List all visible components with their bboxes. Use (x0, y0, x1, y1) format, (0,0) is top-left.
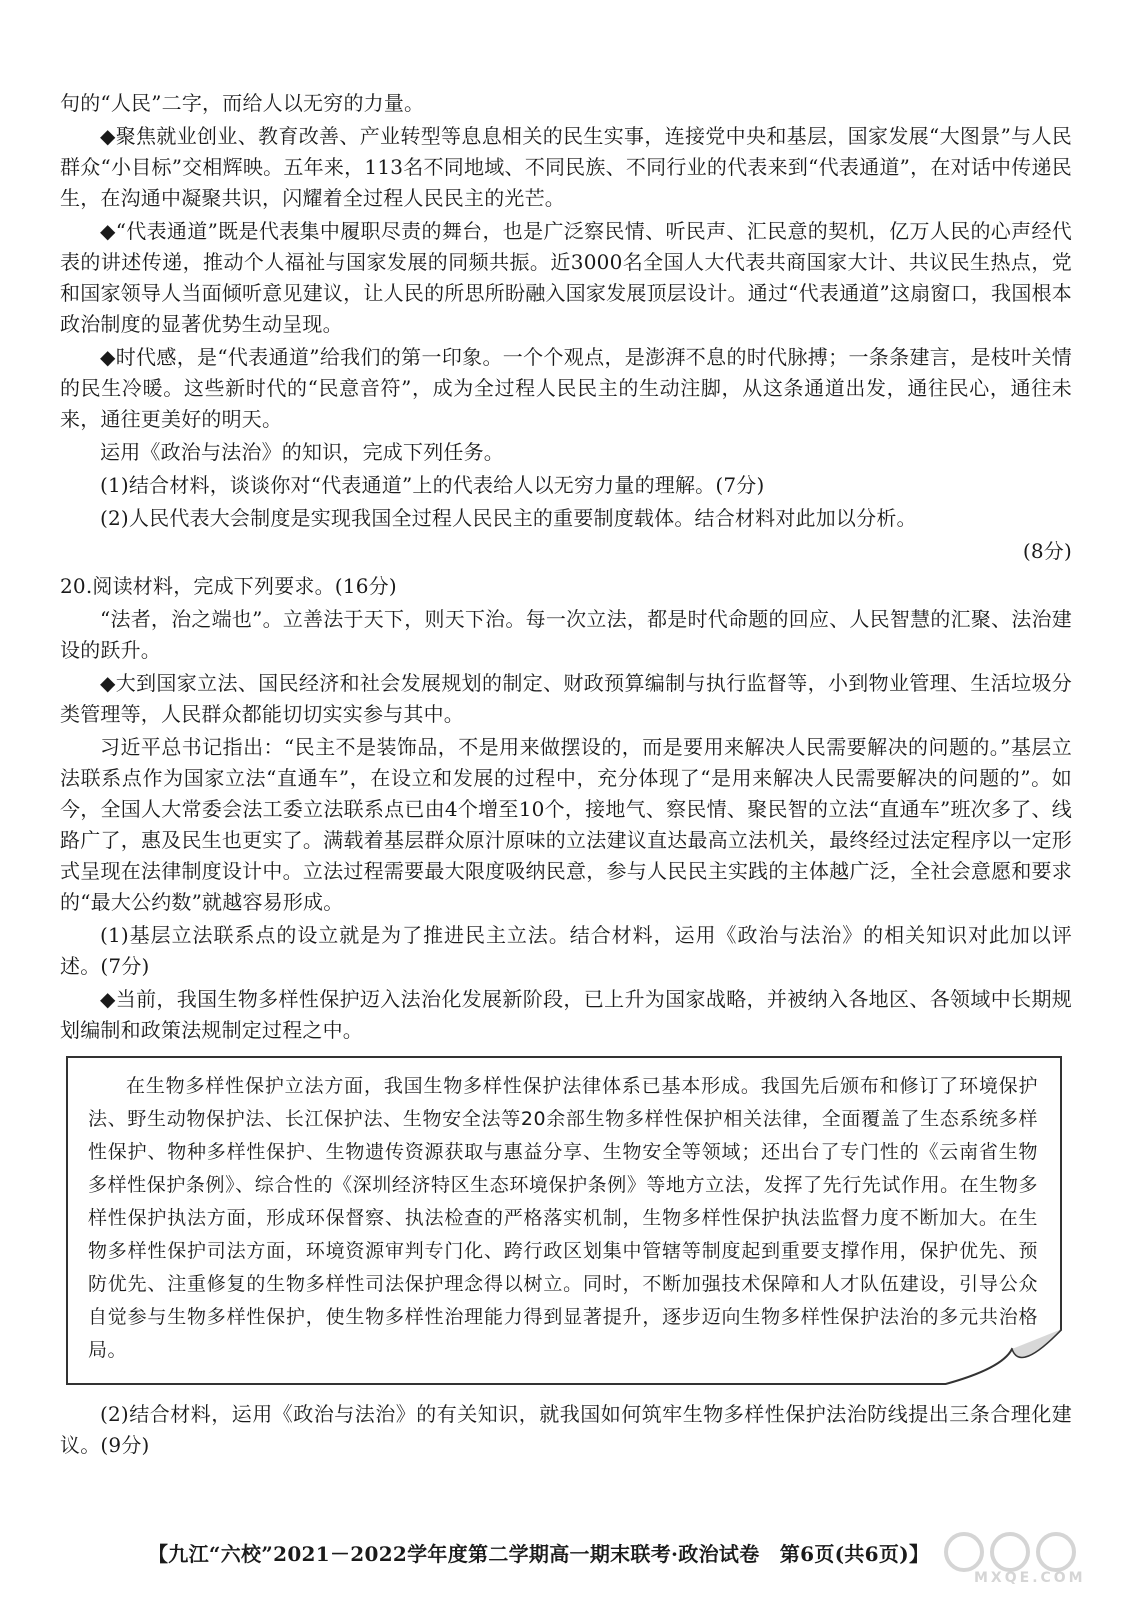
material-paragraph: 习近平总书记指出：“民主不是装饰品，不是用来做摆设的，而是要用来解决人民需要解决的问题的。”基层立法联系点作为国家立法“直通车”，在设立和发展的过程中，充分体现了“是用来解决人民需要解决的问题的”。如今，全国人大常委会法工委立法联系点已由4个增至10个，接地气、察民情、聚民智的立法“直通车”班次多了、线路广了，惠及民生也更实了。满载着基层群众原汁原味的立法建议直达最高立法机关，最终经过法定程序以一定形式呈现在法律制度设计中。立法过程需要最大限度吸纳民意，参与人民民主实践的主体越广泛，全社会意愿和要求的“最大公约数”就越容易形成。 (60, 735, 1072, 914)
page-footer: 【九江“六校”2021－2022学年度第二学期高一期末联考·政治试卷 第6页(共6页)】 (148, 1542, 930, 1566)
sub-question: (2)人民代表大会制度是实现我国全过程人民民主的重要制度载体。结合材料对此加以分析。 (100, 506, 917, 530)
page-curl-decoration (942, 1329, 1062, 1385)
material-box (66, 1056, 1062, 1385)
material-paragraph: ◆大到国家立法、国民经济和社会发展规划的制定、财政预算编制与执行监督等，小到物业管理、生活垃圾分类管理等，人民群众都能切切实实参与其中。 (60, 671, 1072, 726)
watermark-icon (934, 1530, 1114, 1574)
sub-question: (1)结合材料，谈谈你对“代表通道”上的代表给人以无穷力量的理解。(7分) (100, 473, 765, 497)
exam-page (60, 88, 1072, 1463)
material-paragraph: ◆聚焦就业创业、教育改善、产业转型等息息相关的民生实事，连接党中央和基层，国家发展“大图景”与人民群众“小目标”交相辉映。五年来，113名不同地域、不同民族、不同行业的代表来到“代表通道”，在对话中传递民生，在沟通中凝聚共识，闪耀着全过程人民民主的光芒。 (60, 124, 1072, 210)
material-paragraph: “法者，治之端也”。立善法于天下，则天下治。每一次立法，都是时代命题的回应、人民智慧的汇聚、法治建设的跃升。 (60, 607, 1072, 662)
material-paragraph: 句的“人民”二字，而给人以无穷的力量。 (60, 91, 425, 115)
score-label: (8分) (1022, 539, 1072, 563)
material-paragraph: ◆时代感，是“代表通道”给我们的第一印象。一个个观点，是澎湃不息的时代脉搏；一条条建言，是枝叶关情的民生冷暖。这些新时代的“民意音符”，成为全过程人民民主的生动注脚，从这条通道出发，通往民心，通往未来，通往更美好的明天。 (60, 345, 1072, 431)
material-paragraph: ◆当前，我国生物多样性保护迈入法治化发展新阶段，已上升为国家战略，并被纳入各地区、各领域中长期规划编制和政策法规制定过程之中。 (60, 987, 1072, 1042)
sub-question: (1)基层立法联系点的设立就是为了推进民主立法。结合材料，运用《政治与法治》的相关知识对此加以评述。(7分) (60, 923, 1072, 978)
task-instruction: 运用《政治与法治》的知识，完成下列任务。 (100, 440, 504, 464)
watermark-logo (934, 1530, 1114, 1590)
question-heading: 20.阅读材料，完成下列要求。(16分) (60, 574, 397, 598)
watermark-text: MXQE.COM (974, 1570, 1086, 1586)
box-text: 在生物多样性保护立法方面，我国生物多样性保护法律体系已基本形成。我国先后颁布和修订了环境保护法、野生动物保护法、长江保护法、生物安全法等20余部生物多样性保护相关法律，全面覆盖了生态系统多样性保护、物种多样性保护、生物遗传资源获取与惠益分享、生物安全等领域；还出台了专门性的《云南省生物多样性保护条例》、综合性的《深圳经济特区生态环境保护条例》等地方立法，发挥了先行先试作用。在生物多样性保护执法方面，形成环保督察、执法检查的严格落实机制，生物多样性保护执法监督力度不断加大。在生物多样性保护司法方面，环境资源审判专门化、跨行政区划集中管辖等制度起到重要支撑作用，保护优先、预防优先、注重修复的生物多样性司法保护理念得以树立。同时，不断加强技术保障和人才队伍建设，引导公众自觉参与生物多样性保护，使生物多样性治理能力得到显著提升，逐步迈向生物多样性保护法治的多元共治格局。 (88, 1075, 1038, 1361)
material-paragraph: ◆“代表通道”既是代表集中履职尽责的舞台，也是广泛察民情、听民声、汇民意的契机，亿万人民的心声经代表的讲述传递，推动个人福祉与国家发展的同频共振。近3000名全国人大代表共商国家大计、共议民生热点，党和国家领导人当面倾听意见建议，让人民的所思所盼融入国家发展顶层设计。通过“代表通道”这扇窗口，我国根本政治制度的显著优势生动呈现。 (60, 219, 1072, 336)
sub-question: (2)结合材料，运用《政治与法治》的有关知识，就我国如何筑牢生物多样性保护法治防线提出三条合理化建议。(9分) (60, 1402, 1072, 1457)
